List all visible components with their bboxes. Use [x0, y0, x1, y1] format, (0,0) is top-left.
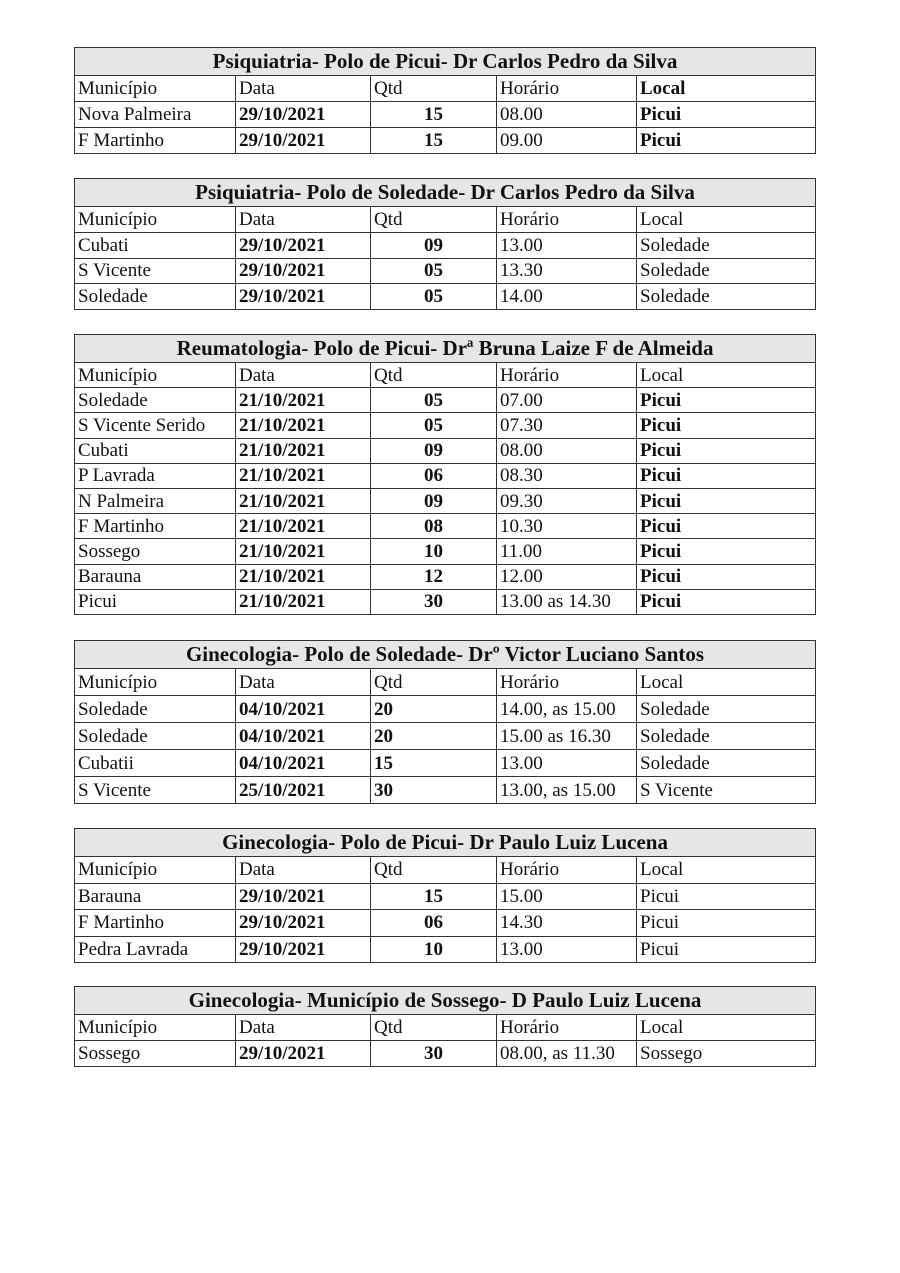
column-header-data: Data	[236, 363, 371, 388]
table-row	[75, 936, 816, 963]
cell-local: Picui	[637, 388, 816, 413]
cell-qtd: 09	[371, 488, 497, 513]
column-header-horario: Horário	[497, 207, 637, 233]
column-header-horario: Horário	[497, 363, 637, 388]
column-header-municipio: Município	[75, 207, 236, 233]
table-row	[75, 910, 816, 937]
cell-qtd: 30	[371, 1041, 497, 1067]
column-header-qtd: Qtd	[371, 857, 497, 884]
schedule-table	[74, 47, 816, 154]
column-header-data: Data	[236, 857, 371, 884]
table-row	[75, 539, 816, 564]
cell-municipio: Nova Palmeira	[75, 102, 236, 128]
table-title: Psiquiatria- Polo de Soledade- Dr Carlos Pedro da Silva	[75, 179, 816, 207]
cell-local: Picui	[637, 413, 816, 438]
header-row	[75, 669, 816, 696]
cell-qtd: 30	[371, 777, 497, 804]
cell-horario: 13.30	[497, 258, 637, 284]
column-header-horario: Horário	[497, 857, 637, 884]
column-header-qtd: Qtd	[371, 669, 497, 696]
cell-qtd: 20	[371, 723, 497, 750]
column-header-data: Data	[236, 669, 371, 696]
table-row	[75, 128, 816, 154]
table-title: Ginecologia- Município de Sossego- D Paulo Luiz Lucena	[75, 987, 816, 1015]
cell-local: Picui	[637, 102, 816, 128]
column-header-municipio: Município	[75, 363, 236, 388]
cell-qtd: 09	[371, 232, 497, 258]
table-row	[75, 589, 816, 614]
schedule-table	[74, 828, 816, 963]
column-header-local: Local	[637, 363, 816, 388]
cell-municipio: F Martinho	[75, 514, 236, 539]
table-row	[75, 514, 816, 539]
cell-horario: 15.00 as 16.30	[497, 723, 637, 750]
column-header-data: Data	[236, 76, 371, 102]
table-row	[75, 777, 816, 804]
cell-municipio: S Vicente Serido	[75, 413, 236, 438]
cell-data: 29/10/2021	[236, 284, 371, 310]
cell-municipio: Soledade	[75, 723, 236, 750]
cell-local: Picui	[637, 910, 816, 937]
cell-data: 21/10/2021	[236, 514, 371, 539]
cell-data: 29/10/2021	[236, 936, 371, 963]
table-row	[75, 232, 816, 258]
cell-data: 25/10/2021	[236, 777, 371, 804]
table-row	[75, 883, 816, 910]
cell-qtd: 05	[371, 413, 497, 438]
cell-qtd: 30	[371, 589, 497, 614]
table-row	[75, 388, 816, 413]
cell-local: Picui	[637, 589, 816, 614]
header-row	[75, 207, 816, 233]
cell-local: Sossego	[637, 1041, 816, 1067]
schedule-table	[74, 334, 816, 615]
cell-municipio: F Martinho	[75, 128, 236, 154]
table-title: Ginecologia- Polo de Soledade- Drº Victor Luciano Santos	[75, 641, 816, 669]
cell-data: 04/10/2021	[236, 723, 371, 750]
cell-local: Picui	[637, 936, 816, 963]
table-row	[75, 463, 816, 488]
cell-horario: 09.00	[497, 128, 637, 154]
cell-horario: 07.30	[497, 413, 637, 438]
cell-local: Picui	[637, 463, 816, 488]
column-header-horario: Horário	[497, 76, 637, 102]
cell-data: 04/10/2021	[236, 696, 371, 723]
cell-data: 29/10/2021	[236, 1041, 371, 1067]
cell-qtd: 12	[371, 564, 497, 589]
schedule-table	[74, 640, 816, 804]
cell-qtd: 15	[371, 750, 497, 777]
cell-local: Soledade	[637, 696, 816, 723]
cell-qtd: 08	[371, 514, 497, 539]
cell-horario: 12.00	[497, 564, 637, 589]
cell-horario: 13.00	[497, 232, 637, 258]
cell-municipio: Picui	[75, 589, 236, 614]
table-row	[75, 284, 816, 310]
cell-local: Picui	[637, 128, 816, 154]
cell-qtd: 05	[371, 258, 497, 284]
cell-municipio: Cubati	[75, 232, 236, 258]
cell-horario: 14.00, as 15.00	[497, 696, 637, 723]
cell-data: 21/10/2021	[236, 564, 371, 589]
cell-data: 21/10/2021	[236, 539, 371, 564]
header-row	[75, 76, 816, 102]
cell-qtd: 15	[371, 128, 497, 154]
cell-municipio: S Vicente	[75, 258, 236, 284]
column-header-local: Local	[637, 857, 816, 884]
cell-municipio: S Vicente	[75, 777, 236, 804]
cell-local: S Vicente	[637, 777, 816, 804]
header-row	[75, 1015, 816, 1041]
cell-qtd: 05	[371, 388, 497, 413]
cell-data: 21/10/2021	[236, 589, 371, 614]
cell-qtd: 20	[371, 696, 497, 723]
column-header-local: Local	[637, 669, 816, 696]
table-row	[75, 102, 816, 128]
column-header-qtd: Qtd	[371, 207, 497, 233]
cell-data: 29/10/2021	[236, 102, 371, 128]
cell-municipio: Soledade	[75, 284, 236, 310]
column-header-local: Local	[637, 207, 816, 233]
cell-horario: 14.30	[497, 910, 637, 937]
cell-municipio: Barauna	[75, 883, 236, 910]
cell-horario: 13.00, as 15.00	[497, 777, 637, 804]
cell-data: 29/10/2021	[236, 232, 371, 258]
cell-horario: 15.00	[497, 883, 637, 910]
column-header-qtd: Qtd	[371, 1015, 497, 1041]
cell-qtd: 06	[371, 463, 497, 488]
column-header-horario: Horário	[497, 669, 637, 696]
cell-data: 21/10/2021	[236, 463, 371, 488]
table-title: Psiquiatria- Polo de Picui- Dr Carlos Pedro da Silva	[75, 48, 816, 76]
cell-horario: 13.00	[497, 936, 637, 963]
cell-local: Soledade	[637, 723, 816, 750]
cell-data: 21/10/2021	[236, 438, 371, 463]
cell-local: Soledade	[637, 284, 816, 310]
cell-municipio: N Palmeira	[75, 488, 236, 513]
cell-municipio: Sossego	[75, 1041, 236, 1067]
cell-municipio: Cubati	[75, 438, 236, 463]
table-row	[75, 413, 816, 438]
cell-local: Picui	[637, 514, 816, 539]
column-header-municipio: Município	[75, 1015, 236, 1041]
column-header-local: Local	[637, 1015, 816, 1041]
table-row	[75, 696, 816, 723]
table-row	[75, 564, 816, 589]
cell-data: 04/10/2021	[236, 750, 371, 777]
header-row	[75, 857, 816, 884]
column-header-data: Data	[236, 207, 371, 233]
column-header-data: Data	[236, 1015, 371, 1041]
table-row	[75, 438, 816, 463]
cell-qtd: 09	[371, 438, 497, 463]
table-row	[75, 723, 816, 750]
cell-horario: 13.00	[497, 750, 637, 777]
table-row	[75, 258, 816, 284]
cell-local: Soledade	[637, 750, 816, 777]
column-header-horario: Horário	[497, 1015, 637, 1041]
column-header-qtd: Qtd	[371, 363, 497, 388]
cell-horario: 10.30	[497, 514, 637, 539]
cell-municipio: Soledade	[75, 388, 236, 413]
cell-horario: 08.00	[497, 102, 637, 128]
cell-local: Picui	[637, 488, 816, 513]
column-header-municipio: Município	[75, 669, 236, 696]
cell-municipio: P Lavrada	[75, 463, 236, 488]
cell-data: 21/10/2021	[236, 488, 371, 513]
column-header-qtd: Qtd	[371, 76, 497, 102]
cell-municipio: Sossego	[75, 539, 236, 564]
cell-municipio: Pedra Lavrada	[75, 936, 236, 963]
cell-local: Picui	[637, 438, 816, 463]
schedule-table	[74, 986, 816, 1067]
cell-local: Picui	[637, 883, 816, 910]
cell-horario: 08.00, as 11.30	[497, 1041, 637, 1067]
cell-data: 29/10/2021	[236, 883, 371, 910]
cell-local: Picui	[637, 564, 816, 589]
cell-data: 29/10/2021	[236, 258, 371, 284]
cell-qtd: 05	[371, 284, 497, 310]
cell-horario: 07.00	[497, 388, 637, 413]
table-title: Ginecologia- Polo de Picui- Dr Paulo Luiz Lucena	[75, 829, 816, 857]
cell-local: Soledade	[637, 258, 816, 284]
cell-qtd: 10	[371, 936, 497, 963]
cell-horario: 11.00	[497, 539, 637, 564]
column-header-local: Local	[637, 76, 816, 102]
cell-horario: 14.00	[497, 284, 637, 310]
cell-municipio: Barauna	[75, 564, 236, 589]
cell-municipio: Soledade	[75, 696, 236, 723]
cell-municipio: Cubatii	[75, 750, 236, 777]
table-row	[75, 750, 816, 777]
cell-data: 29/10/2021	[236, 910, 371, 937]
table-title: Reumatologia- Polo de Picui- Drª Bruna Laize F de Almeida	[75, 335, 816, 363]
cell-local: Soledade	[637, 232, 816, 258]
cell-horario: 13.00 as 14.30	[497, 589, 637, 614]
cell-data: 21/10/2021	[236, 413, 371, 438]
cell-qtd: 15	[371, 883, 497, 910]
cell-data: 29/10/2021	[236, 128, 371, 154]
header-row	[75, 363, 816, 388]
schedule-table	[74, 178, 816, 310]
cell-horario: 09.30	[497, 488, 637, 513]
cell-data: 21/10/2021	[236, 388, 371, 413]
column-header-municipio: Município	[75, 857, 236, 884]
cell-qtd: 06	[371, 910, 497, 937]
column-header-municipio: Município	[75, 76, 236, 102]
cell-municipio: F Martinho	[75, 910, 236, 937]
table-row	[75, 488, 816, 513]
cell-qtd: 15	[371, 102, 497, 128]
cell-qtd: 10	[371, 539, 497, 564]
table-row	[75, 1041, 816, 1067]
cell-horario: 08.00	[497, 438, 637, 463]
cell-horario: 08.30	[497, 463, 637, 488]
cell-local: Picui	[637, 539, 816, 564]
